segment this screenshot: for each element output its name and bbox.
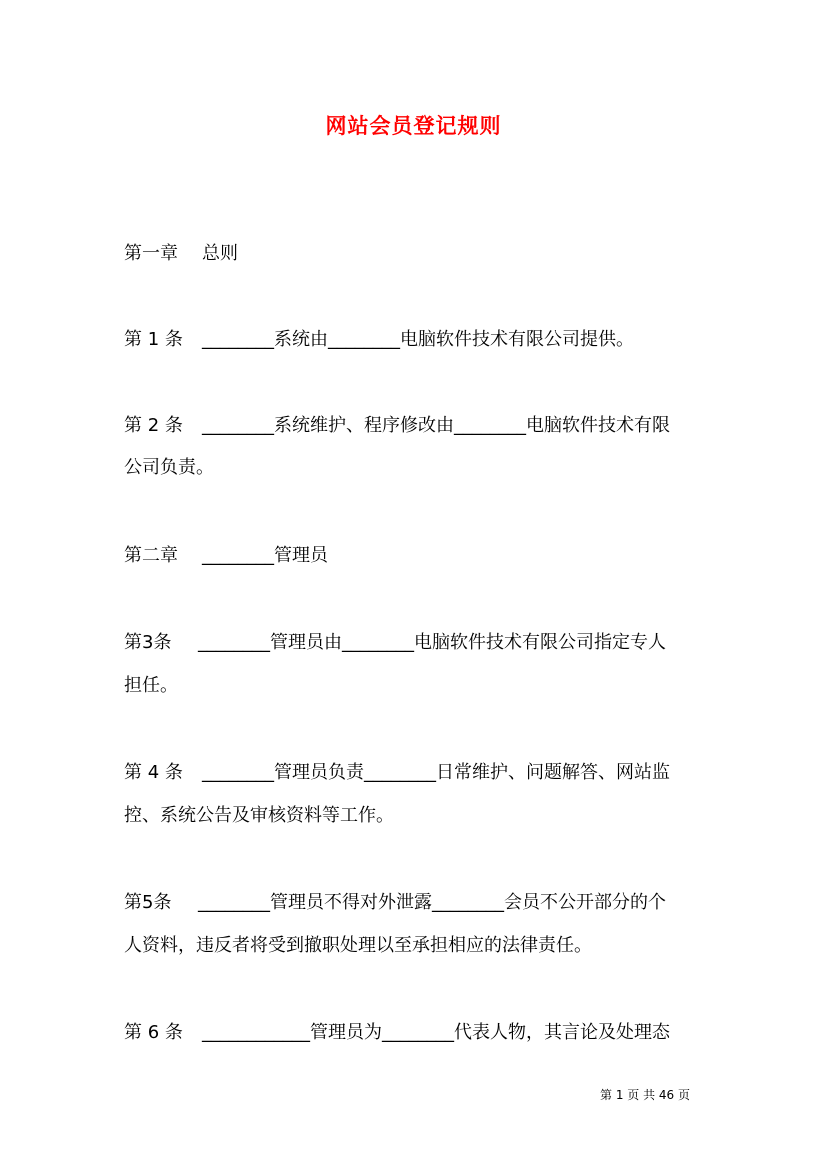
line-text: 担任。 [124, 675, 178, 696]
article-continuation [124, 804, 704, 828]
line-text: ________管理员不得对外泄露________会员不公开部分的个 [198, 892, 666, 913]
line-text: ________系统维护、程序修改由________电脑软件技术有限 [202, 415, 670, 436]
document-title: 网站会员登记规则 [325, 113, 502, 138]
page-number: 第 1 页 共 46 页 [600, 1088, 690, 1102]
line-text: 公司负责。 [124, 457, 214, 478]
article-line [124, 631, 704, 655]
line-label: 第 1 条 [124, 329, 183, 350]
line-label: 第3条 [124, 632, 172, 653]
line-label: 第 6 条 [124, 1022, 183, 1043]
line-label: 第 4 条 [124, 762, 183, 783]
line-text: ____________管理员为________代表人物，其言论及处理态 [202, 1022, 670, 1043]
line-label: 第5条 [124, 892, 172, 913]
article-line [124, 761, 704, 785]
article-continuation [124, 934, 704, 958]
line-text: 人资料，违反者将受到撤职处理以至承担相应的法律责任。 [124, 935, 592, 956]
line-text: ________管理员负责________日常维护、问题解答、网站监 [202, 762, 670, 783]
article-line [124, 891, 704, 915]
article-continuation [124, 456, 704, 480]
chapter-heading [124, 242, 704, 266]
line-label: 第二章 [124, 545, 178, 566]
article-line [124, 1021, 704, 1045]
line-text: ________管理员由________电脑软件技术有限公司指定专人 [198, 632, 666, 653]
line-label: 第 2 条 [124, 415, 183, 436]
article-line [124, 328, 704, 352]
chapter-heading [124, 544, 704, 568]
article-line [124, 414, 704, 438]
article-continuation [124, 674, 704, 698]
line-text: ________系统由________电脑软件技术有限公司提供。 [202, 329, 634, 350]
line-label: 第一章 [124, 243, 178, 264]
line-text: ________管理员 [202, 545, 328, 566]
line-text: 总则 [202, 243, 238, 264]
line-text: 控、系统公告及审核资料等工作。 [124, 805, 394, 826]
